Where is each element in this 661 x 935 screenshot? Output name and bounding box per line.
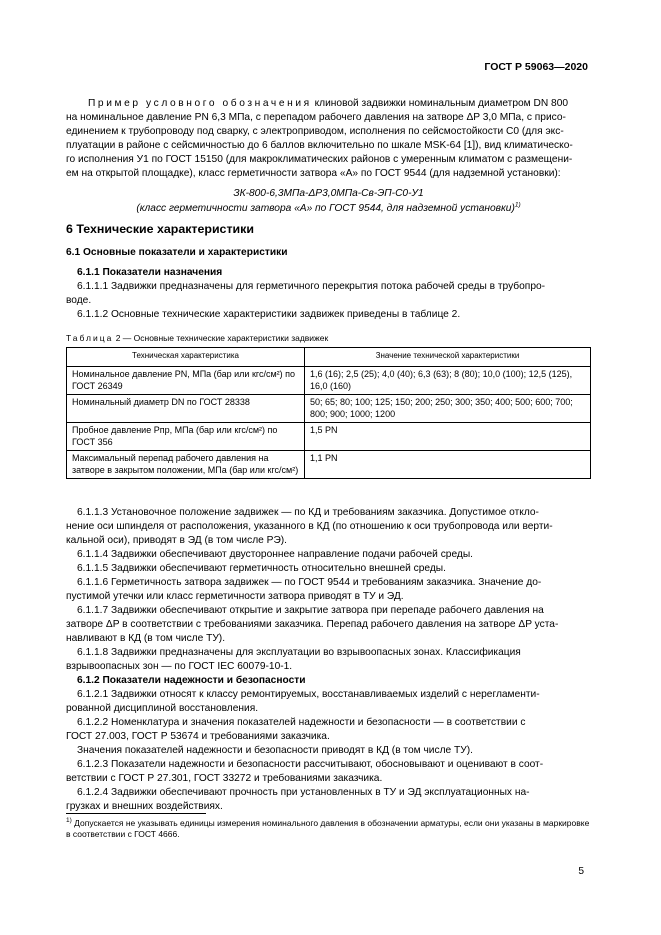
table-caption: Таблица 2 — Основные технические характеристики задвижек: [66, 333, 329, 343]
para-6-1-2-3-l2: ветствии с ГОСТ Р 27.301, ГОСТ 33272 и требованиями заказчика.: [66, 773, 383, 784]
section-6-1-2-title: 6.1.2 Показатели надежности и безопасности: [77, 675, 306, 686]
para-6-1-1-6-l2: пустимой утечки или класс герметичности затвора приводят в ТУ и ЭД.: [66, 591, 404, 602]
table-header-value: Значение технической характеристики: [305, 348, 591, 367]
para-6-1-2-4: 6.1.2.4 Задвижки обеспечивают прочность при установленных в ТУ и ЭД эксплуатационных на-: [77, 787, 530, 798]
para-6-1-2-3: 6.1.2.3 Показатели надежности и безопасности рассчитывают, обосновывают и оценивают в соот-: [77, 759, 544, 770]
para-6-1-1-7-l2: затворе ΔP в соответствии с требованиями заказчика. Перепад рабочего давления на затворе ΔP уста-: [66, 619, 559, 630]
example-line-2: на номинальное давление PN 6,3 МПа, с перепадом рабочего давления на затворе ΔP 3,0 МПа, с присо-: [66, 112, 566, 123]
example-line-4: плуатации в районе с сейсмичностью до 6 баллов включительно по шкале MSK-64 [1]), вид климатическо-: [66, 140, 573, 151]
para-6-1-1-1-cont: воде.: [66, 295, 92, 306]
footnote-divider: [66, 813, 206, 814]
table-row: [67, 367, 591, 395]
para-6-1-1-8-l2: взрывоопасных зон — по ГОСТ IEC 60079-10-1.: [66, 661, 293, 672]
table-row: [67, 451, 591, 479]
example-designation: ЗК-800-6,3МПа-ΔР3,0МПа-Св-ЭП-С0-У1: [233, 188, 424, 199]
para-6-1-2-2: 6.1.2.2 Номенклатура и значения показателей надежности и безопасности — в соответствии с: [77, 717, 526, 728]
table-row: [67, 395, 591, 423]
table-cell-characteristic: Номинальный диаметр DN по ГОСТ 28338: [67, 395, 305, 423]
table-cell-characteristic: Максимальный перепад рабочего давления на затворе в закрытом положении, МПа (бар или кгс/см²): [67, 451, 305, 479]
para-6-1-1-3-l3: кальной оси), приводят в ЭД (в том числе РЭ).: [66, 535, 288, 546]
page-number: 5: [578, 866, 584, 877]
section-6-1-title: 6.1 Основные показатели и характеристики: [66, 247, 288, 258]
para-6-1-2-2-l2: ГОСТ 27.003, ГОСТ Р 53674 и требованиями заказчика.: [66, 731, 330, 742]
para-6-1-1-4: 6.1.1.4 Задвижки обеспечивают двустороннее направление подачи рабочей среды.: [77, 549, 473, 560]
table-cell-value: 1,5 PN: [305, 423, 591, 451]
example-line-3: единением к трубопроводу под сварку, с электроприводом, исполнения по сейсмостойкости С0 (для экс-: [66, 126, 564, 137]
table-cell-value: 1,1 PN: [305, 451, 591, 479]
para-6-1-2-2b: Значения показателей надежности и безопасности приводят в КД (в том числе ТУ).: [77, 745, 473, 756]
para-6-1-2-4-l2: грузках и внешних воздействиях.: [66, 801, 223, 812]
table-cell-value: 50; 65; 80; 100; 125; 150; 200; 250; 300; 350; 400; 500; 600; 700; 800; 900; 1000; 1200: [305, 395, 591, 423]
document-code-header: ГОСТ Р 59063—2020: [484, 61, 588, 73]
example-line-5: го исполнения У1 по ГОСТ 15150 (для макроклиматических районов с умеренным климатом с размещени-: [66, 154, 573, 165]
para-6-1-1-7: 6.1.1.7 Задвижки обеспечивают открытие и закрытие затвора при перепаде рабочего давления на: [77, 605, 544, 616]
specs-table: [66, 347, 591, 479]
para-6-1-1-3-l2: нение оси шпинделя от расположения, указанного в КД (по отношению к оси трубопровода или верти-: [66, 521, 553, 532]
para-6-1-1-2: 6.1.1.2 Основные технические характеристики задвижек приведены в таблице 2.: [77, 309, 461, 320]
para-6-1-2-1-l2: рованной дисциплиной восстановления.: [66, 703, 259, 714]
table-row: [67, 423, 591, 451]
example-first-line: Пример условного обозначения клиновой задвижки номинальным диаметром DN 800: [88, 98, 569, 109]
para-6-1-1-1: 6.1.1.1 Задвижки предназначены для герметичного перекрытия потока рабочей среды в трубопро-: [77, 281, 546, 292]
table-cell-value: 1,6 (16); 2,5 (25); 4,0 (40); 6,3 (63); 8 (80); 10,0 (100); 12,5 (125), 16,0 (160): [305, 367, 591, 395]
footnote-mark: 1): [66, 817, 72, 825]
section-6-1-1-title: 6.1.1 Показатели назначения: [77, 267, 223, 278]
table-header-characteristic: Техническая характеристика: [67, 348, 305, 367]
table-cell-characteristic: Номинальное давление PN, МПа (бар или кгс/см²) по ГОСТ 26349: [67, 367, 305, 395]
example-designation-note: (класс герметичности затвора «А» по ГОСТ 9544, для надземной установки)$^{1)}$: [136, 201, 521, 214]
para-6-1-1-3: 6.1.1.3 Установочное положение задвижек — по КД и требованиям заказчика. Допустимое откло-: [77, 507, 539, 518]
footnote-ref[interactable]: 1): [514, 201, 521, 209]
para-6-1-2-1: 6.1.2.1 Задвижки относят к классу ремонтируемых, восстанавливаемых изделий с нерегламенти-: [77, 689, 540, 700]
para-6-1-1-8: 6.1.1.8 Задвижки предназначены для эксплуатации во взрывоопасных зонах. Классификация: [77, 647, 521, 658]
table-header-row: [67, 348, 591, 367]
para-6-1-1-5: 6.1.1.5 Задвижки обеспечивают герметичность относительно внешней среды.: [77, 563, 446, 574]
example-label: Пример условного обозначения: [88, 98, 312, 109]
table-cell-characteristic: Пробное давление Pпр, МПа (бар или кгс/см²) по ГОСТ 356: [67, 423, 305, 451]
section-6-title: 6 Технические характеристики: [66, 222, 254, 236]
footnote: $^{1)}$ Допускается не указывать единицы измерения номинального давления в обозначении арматуры, если они указаны в маркировке в соответствии с ГОСТ 4666.: [66, 817, 590, 839]
para-6-1-1-6: 6.1.1.6 Герметичность затвора задвижек — по ГОСТ 9544 и требованиям заказчика. Значение до-: [77, 577, 542, 588]
example-line-6: ем на открытой площадке), класс герметичности затвора «А» по ГОСТ 9544 (для надземной установки):: [66, 168, 561, 179]
para-6-1-1-7-l3: навливают в КД (в том числе ТУ).: [66, 633, 226, 644]
